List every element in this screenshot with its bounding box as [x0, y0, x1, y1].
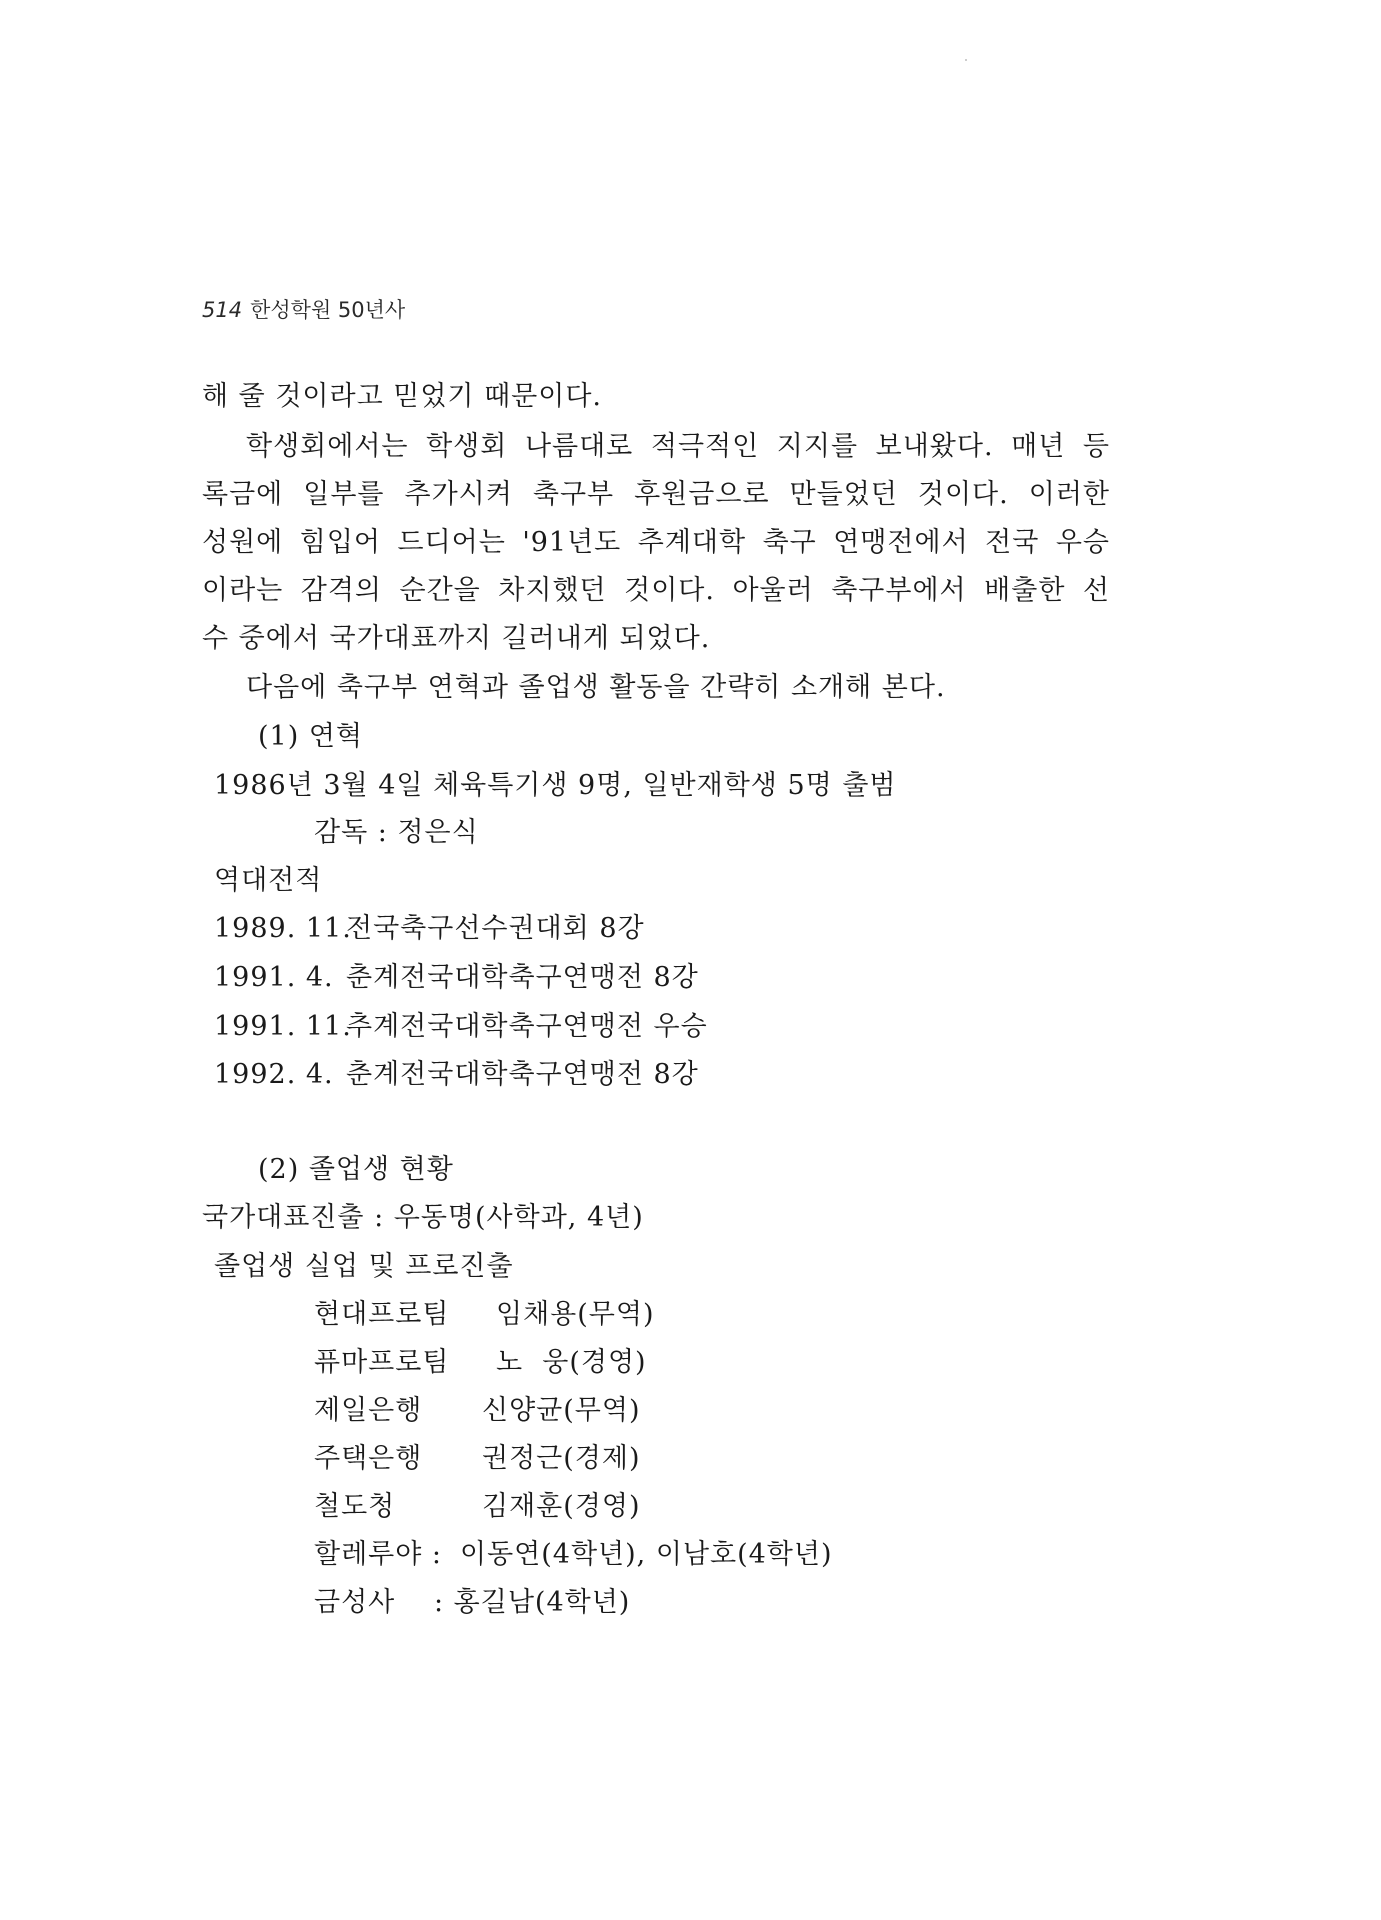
- employment-person: 김재훈(경영): [482, 1491, 641, 1522]
- employment-title: 졸업생 실업 및 프로진출: [214, 1251, 514, 1282]
- page-number: 514: [202, 298, 243, 322]
- record-row: [214, 961, 699, 995]
- employment-person: : 홍길남(4학년): [434, 1587, 631, 1618]
- records-title: 역대전적: [214, 865, 323, 896]
- book-title: 한성학원 50년사: [250, 298, 406, 322]
- paragraph-line: 수 중에서 국가대표까지 길러내게 되었다.: [202, 623, 711, 654]
- employment-row: [314, 1394, 640, 1428]
- national-team-line: 국가대표진출 : 우동명(사학과, 4년): [202, 1202, 644, 1233]
- record-row: [214, 1010, 708, 1044]
- employment-org: 현대프로팀: [314, 1299, 450, 1330]
- paragraph-line: 학생회에서는 학생회 나름대로 적극적인 지지를 보내왔다. 매년 등: [246, 431, 1110, 462]
- employment-row: [314, 1442, 640, 1476]
- record-date: 1991. 4.: [214, 962, 334, 993]
- employment-person: 임채용(무역): [496, 1299, 655, 1330]
- employment-org: 철도청: [314, 1491, 396, 1522]
- employment-person: 신양균(무역): [482, 1395, 641, 1426]
- founding-line: 1986년 3월 4일 체육특기생 9명, 일반재학생 5명 출범: [214, 770, 897, 801]
- paragraph-line: 성원에 힘입어 드디어는 '91년도 추계대학 축구 연맹전에서 전국 우승: [202, 527, 1110, 558]
- record-date: 1989. 11.: [214, 913, 352, 944]
- record-row: [214, 912, 645, 946]
- record-date: 1991. 11.: [214, 1011, 352, 1042]
- scan-speck: [965, 59, 967, 61]
- record-row: [214, 1058, 699, 1092]
- employment-org: 주택은행: [314, 1443, 423, 1474]
- employment-row: [314, 1298, 654, 1332]
- paragraph-line: 해 줄 것이라고 믿었기 때문이다.: [202, 381, 602, 412]
- employment-row: [314, 1538, 832, 1572]
- employment-org: 제일은행: [314, 1395, 423, 1426]
- running-header: [202, 294, 405, 324]
- employment-person: 이동연(4학년), 이남호(4학년): [460, 1539, 833, 1570]
- section-heading-graduates: (2) 졸업생 현황: [258, 1154, 454, 1185]
- employment-org: 금성사: [314, 1587, 396, 1618]
- employment-row: [314, 1586, 630, 1620]
- record-event: 춘계전국대학축구연맹전 8강: [346, 1059, 699, 1090]
- paragraph-line: 록금에 일부를 추가시켜 축구부 후원금으로 만들었던 것이다. 이러한: [202, 479, 1110, 510]
- employment-org: 할레루야 :: [314, 1539, 443, 1570]
- record-event: 전국축구선수권대회 8강: [346, 913, 645, 944]
- coach-line: 감독 : 정은식: [314, 817, 479, 848]
- section-heading-history: (1) 연혁: [258, 721, 363, 752]
- record-event: 춘계전국대학축구연맹전 8강: [346, 962, 699, 993]
- paragraph-line: 이라는 감격의 순간을 차지했던 것이다. 아울러 축구부에서 배출한 선: [202, 575, 1110, 606]
- employment-person: 권정근(경제): [482, 1443, 641, 1474]
- paragraph-line: 다음에 축구부 연혁과 졸업생 활동을 간략히 소개해 본다.: [246, 672, 946, 703]
- employment-person: 노 웅(경영): [496, 1347, 647, 1378]
- record-event: 추계전국대학축구연맹전 우승: [346, 1011, 708, 1042]
- record-date: 1992. 4.: [214, 1059, 334, 1090]
- employment-row: [314, 1490, 640, 1524]
- employment-row: [314, 1346, 647, 1380]
- employment-org: 퓨마프로팀: [314, 1347, 450, 1378]
